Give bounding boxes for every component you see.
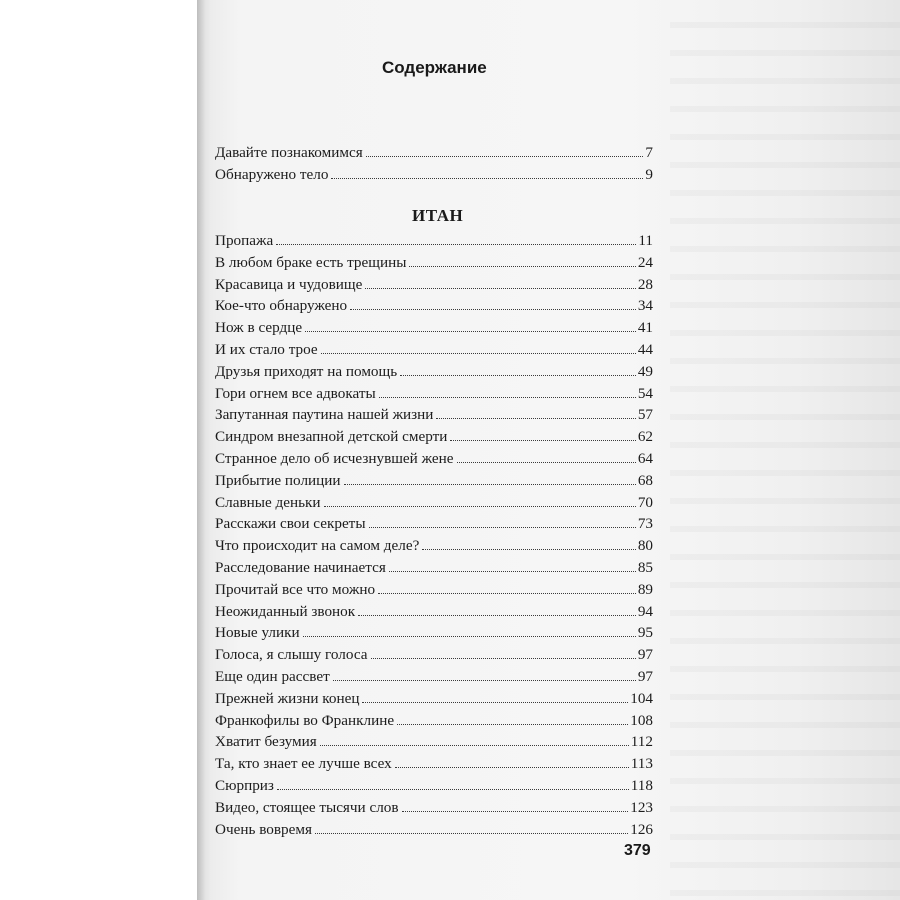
page-gutter-shadow	[197, 0, 205, 900]
toc-entry-page: 7	[645, 144, 653, 161]
toc-entry	[215, 295, 653, 317]
toc-entry-title: Расследование начинается	[215, 558, 386, 576]
toc-entry	[215, 339, 653, 361]
toc-entry-page: 68	[637, 471, 653, 489]
dot-leader	[379, 397, 636, 398]
dot-leader	[333, 680, 636, 681]
toc-entry-title: Обнаружено тело	[215, 165, 329, 183]
dot-leader	[422, 549, 635, 550]
toc-entry	[215, 688, 653, 710]
dot-leader	[457, 462, 636, 463]
toc-entry-page: 62	[637, 428, 653, 446]
toc-entry	[215, 710, 653, 732]
toc-entry-page: 126	[630, 820, 653, 838]
toc-entry-page: 112	[630, 733, 653, 751]
toc-entry-page: 123	[630, 798, 653, 816]
toc-entry-title: Славные деньки	[215, 493, 321, 511]
toc-entry-title: Пропажа	[215, 232, 274, 249]
toc-entry	[215, 448, 653, 470]
dot-leader	[450, 440, 635, 441]
toc-entry-page: 73	[637, 515, 653, 533]
toc-entry-title: Что происходит на самом деле?	[215, 537, 420, 555]
toc-entry-title: Новые улики	[215, 624, 300, 642]
toc-entry-title: Прибытие полиции	[215, 471, 341, 489]
toc-entry-title: Голоса, я слышу голоса	[215, 646, 368, 664]
toc-entry-title: Видео, стоящее тысячи слов	[215, 798, 399, 816]
intro-entry-list	[215, 142, 653, 186]
dot-leader	[331, 178, 643, 179]
toc-entry	[215, 797, 653, 819]
toc-entry-page: 97	[637, 667, 653, 685]
dot-leader	[402, 811, 629, 812]
toc-entry-title: Синдром внезапной детской смерти	[215, 428, 448, 446]
dot-leader	[358, 615, 636, 616]
toc-entry-page: 28	[637, 275, 653, 293]
toc-entry	[215, 230, 653, 252]
toc-entry	[215, 404, 653, 426]
dot-leader	[389, 571, 636, 572]
dot-leader	[400, 375, 636, 376]
toc-entry-page: 44	[637, 340, 653, 358]
toc-entry	[215, 622, 653, 644]
dot-leader	[365, 288, 635, 289]
dot-leader	[276, 244, 636, 245]
toc-entry	[215, 142, 653, 164]
toc-entry-page: 49	[637, 362, 653, 380]
dot-leader	[324, 506, 636, 507]
dot-leader	[409, 266, 635, 267]
toc-entry	[215, 535, 653, 557]
dot-leader	[369, 527, 636, 528]
dot-leader	[366, 156, 644, 157]
toc-entry	[215, 492, 653, 514]
dot-leader	[397, 724, 628, 725]
toc-entry-title: Еще один рассвет	[215, 667, 330, 685]
toc-entry-title: Давайте познакомимся	[215, 144, 363, 161]
toc-entry-title: Странное дело об исчезнувшей жене	[215, 449, 454, 467]
chapter-entry-list	[215, 230, 653, 840]
toc-entry-page: 70	[637, 493, 653, 511]
dot-leader	[320, 745, 629, 746]
toc-entry-title: Хватит безумия	[215, 733, 317, 751]
toc-entry-page: 95	[637, 624, 653, 642]
dot-leader	[362, 702, 628, 703]
toc-entry-page: 89	[637, 580, 653, 598]
toc-entry-title: Прочитай все что можно	[215, 580, 376, 598]
toc-entry	[215, 644, 653, 666]
toc-entry-page: 104	[630, 689, 653, 707]
toc-entry-title: Та, кто знает ее лучше всех	[215, 755, 392, 773]
dot-leader	[303, 636, 636, 637]
dot-leader	[436, 418, 635, 419]
toc-entry-page: 41	[637, 319, 653, 337]
toc-entry	[215, 383, 653, 405]
toc-entry	[215, 579, 653, 601]
toc-entry-page: 97	[637, 646, 653, 664]
toc-entry-page: 24	[637, 253, 653, 271]
toc-entry-title: И их стало трое	[215, 340, 318, 358]
dot-leader	[350, 309, 636, 310]
page-number: 379	[624, 842, 651, 859]
toc-entry-title: Франкофилы во Франклине	[215, 711, 395, 729]
toc-entry	[215, 470, 653, 492]
dot-leader	[321, 353, 636, 354]
toc-entry-title: Красавица и чудовище	[215, 275, 363, 293]
toc-entry	[215, 164, 653, 186]
dot-leader	[395, 767, 629, 768]
toc-entry	[215, 513, 653, 535]
section-title: ИТАН	[412, 206, 464, 225]
dot-leader	[277, 789, 629, 790]
toc-entry-title: В любом браке есть трещины	[215, 253, 407, 271]
toc-entry-title: Расскажи свои секреты	[215, 515, 366, 533]
toc-entry	[215, 252, 653, 274]
toc-entry	[215, 819, 653, 841]
toc-entry-page: 11	[638, 232, 653, 249]
toc-entry-title: Сюрприз	[215, 776, 274, 794]
dot-leader	[305, 331, 636, 332]
toc-entry-title: Друзья приходят на помощь	[215, 362, 398, 380]
toc-entry-page: 54	[637, 384, 653, 402]
toc-entry	[215, 666, 653, 688]
toc-entry-page: 9	[645, 165, 653, 183]
toc-entry-title: Неожиданный звонок	[215, 602, 356, 620]
toc-entry	[215, 601, 653, 623]
dot-leader	[371, 658, 636, 659]
toc-entry-title: Гори огнем все адвокаты	[215, 384, 376, 402]
toc-entry	[215, 361, 653, 383]
toc-title: Содержание	[382, 58, 487, 77]
toc-entry	[215, 317, 653, 339]
toc-entry-title: Кое-что обнаружено	[215, 297, 348, 315]
toc-entry-title: Прежней жизни конец	[215, 689, 360, 707]
dot-leader	[378, 593, 636, 594]
toc-entry-page: 108	[630, 711, 653, 729]
show-through-texture	[670, 0, 900, 900]
toc-entry-page: 57	[637, 406, 653, 424]
toc-entry-page: 80	[637, 537, 653, 555]
toc-entry-page: 94	[637, 602, 653, 620]
toc-entry-page: 118	[630, 776, 653, 794]
dot-leader	[344, 484, 636, 485]
toc-entry	[215, 426, 653, 448]
toc-entry	[215, 775, 653, 797]
toc-entry-page: 113	[630, 755, 653, 773]
toc-entry-page: 85	[637, 558, 653, 576]
toc-entry-title: Запутанная паутина нашей жизни	[215, 406, 434, 424]
toc-entry	[215, 731, 653, 753]
toc-entry-page: 64	[637, 449, 653, 467]
toc-entry	[215, 557, 653, 579]
toc-entry	[215, 753, 653, 775]
toc-entry	[215, 274, 653, 296]
toc-entry-page: 34	[637, 297, 653, 315]
toc-entry-title: Нож в сердце	[215, 319, 303, 337]
dot-leader	[315, 833, 628, 834]
toc-entry-title: Очень вовремя	[215, 820, 312, 838]
